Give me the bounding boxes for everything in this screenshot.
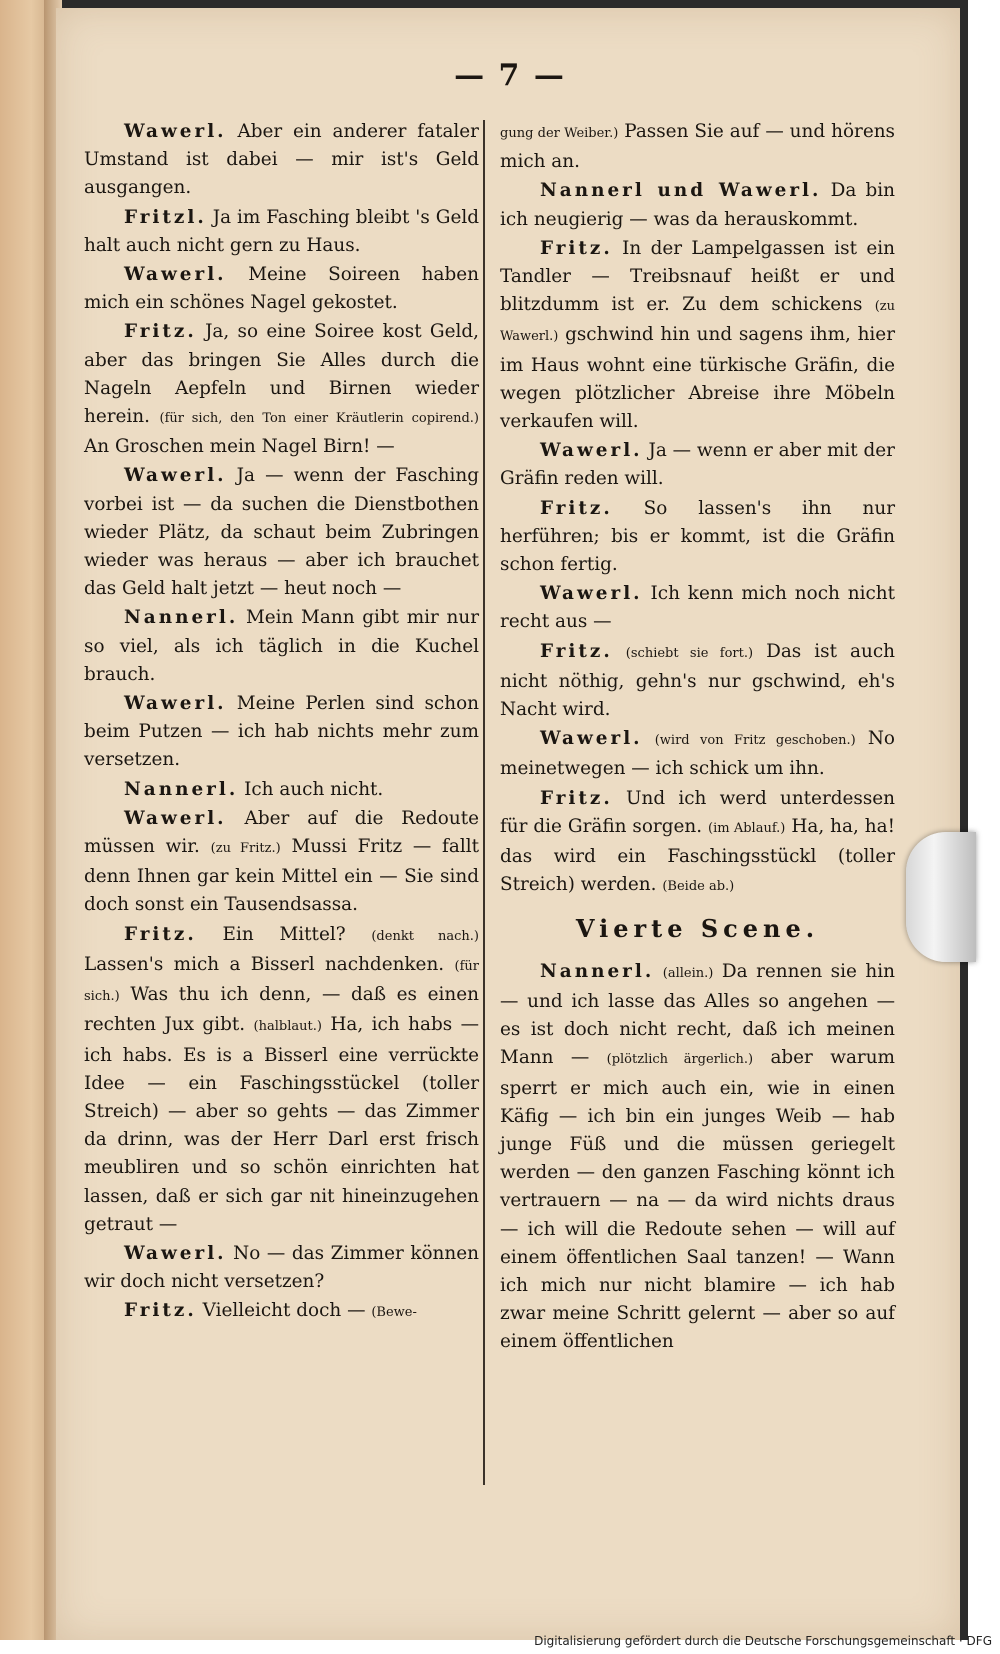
dialogue-line: Fritz. Ja, so eine Soiree kost Geld, aber das bringen Sie Alles durch die Nageln Aepfeln und Birnen wieder herein. (für sich, den Ton einer Kräutlerin copirend.) An Groschen mein Nagel Birn! — bbox=[84, 321, 479, 458]
dialogue-line: Fritz. Vielleicht doch — (Bewe- bbox=[124, 1300, 417, 1322]
page-number: — 7 — bbox=[454, 58, 566, 93]
dialogue-line: Wawerl. Ja — wenn der Fasching vorbei ist — da suchen die Dienstbothen wieder Plätz, da schaut beim Zubringen wieder was heraus — aber ich brauchet das Geld halt jetzt — heut noch — bbox=[84, 465, 479, 600]
dialogue-line: Wawerl. Meine Perlen sind schon beim Putzen — ich hab nichts mehr zum versetzen. bbox=[84, 693, 479, 771]
dialogue-line: Fritz. Und ich werd unterdessen für die Gräfin sorgen. (im Ablauf.) Ha, ha, ha! das wird ein Faschingsstückl (toller Streich) werden. (Beide ab.) bbox=[500, 787, 895, 896]
dialogue-line: Fritz. So lassen's ihn nur herführen; bis er kommt, ist die Gräfin schon fertig. bbox=[500, 497, 895, 576]
dialogue-line: Nannerl. Mein Mann gibt mir nur so viel, als ich täglich in die Kuchel brauch. bbox=[84, 607, 479, 685]
dialogue-line: Wawerl. Aber ein anderer fataler Umstand ist dabei — mir ist's Geld ausgangen. bbox=[84, 121, 479, 199]
dialogue-line: Nannerl. Ich auch nicht. bbox=[124, 778, 384, 800]
dialogue-line: Fritz. In der Lampelgassen ist ein Tandler — Treibsnauf heißt er und blitzdumm ist er. Zu dem schickens (zu Wawerl.) gschwind hin und sagens ihm, hier im Haus wohnt eine türkische Gräfin, die wegen plötzlicher Abreise ihre Möbeln verkaufen will. bbox=[500, 237, 895, 433]
dialogue-line: Wawerl. Aber auf die Redoute müssen wir. (zu Fritz.) Mussi Fritz — fallt denn Ihnen gar kein Mittel ein — Sie sind doch sonst ein Tausendsassa. bbox=[84, 807, 479, 916]
dialogue-line: Wawerl. Ich kenn mich noch nicht recht aus — bbox=[500, 583, 895, 633]
dialogue-line: Wawerl. Ja — wenn er aber mit der Gräfin reden will. bbox=[500, 440, 895, 490]
dialogue-line: gung der Weiber.) Passen Sie auf — und hörens mich an. bbox=[500, 121, 895, 173]
left-column bbox=[84, 118, 479, 1329]
page-clip bbox=[906, 832, 976, 962]
column-divider bbox=[483, 120, 485, 1485]
footer-credit: Digitalisierung gefördert durch die Deutsche Forschungsgemeinschaft · DFG bbox=[534, 1634, 992, 1648]
dialogue-line: Fritzl. Ja im Fasching bleibt 's Geld halt auch nicht gern zu Haus. bbox=[84, 206, 479, 256]
dialogue-line: Fritz. (schiebt sie fort.) Das ist auch nicht nöthig, gehn's nur gschwind, eh's Nacht wird. bbox=[500, 640, 895, 721]
dialogue-line: Wawerl. No — das Zimmer können wir doch nicht versetzen? bbox=[84, 1242, 479, 1293]
scene-heading: Vierte Scene. bbox=[575, 914, 820, 944]
dialogue-line: Nannerl und Wawerl. Da bin ich neugierig — was da herauskommt. bbox=[500, 180, 895, 230]
dialogue-line: Wawerl. (wird von Fritz geschoben.) No meinetwegen — ich schick um ihn. bbox=[500, 728, 895, 780]
right-column bbox=[500, 118, 895, 1358]
dialogue-line: Nannerl. (allein.) Da rennen sie hin — und ich lasse das Alles so angehen — es ist doch nicht recht, daß ich meinen Mann — (plötzlich ärgerlich.) aber warum sperrt er mich auch ein, wie in einen Käfig — ich bin ein junges Weib — hab junge Füß und die müssen geriegelt werden — den ganzen Fasching könnt ich vertrauern — na — da wird nichts draus — ich will die Redoute sehen — will auf einem öffentlichen Saal tanzen! — Wann ich mich nur nicht blamire — ich hab zwar meine Schritt gelernt — aber so auf einem öffentlichen bbox=[500, 960, 895, 1353]
dialogue-line: Fritz. Ein Mittel? (denkt nach.) Lassen's mich a Bisserl nachdenken. (für sich.) Was thu ich denn, — daß es einen rechten Jux gibt. (halblaut.) Ha, ich habs — ich habs. Es is a Bisserl eine verrückte Idee — ein Faschingsstückel (toller Streich) — aber so gehts — das Zimmer da drinn, was der Herr Darl erst frisch meubliren und so schön einrichten hat lassen, daß er sich gar nit hineinzugehen getraut — bbox=[84, 923, 479, 1235]
dialogue-line: Wawerl. Meine Soireen haben mich ein schönes Nagel gekostet. bbox=[84, 264, 479, 314]
